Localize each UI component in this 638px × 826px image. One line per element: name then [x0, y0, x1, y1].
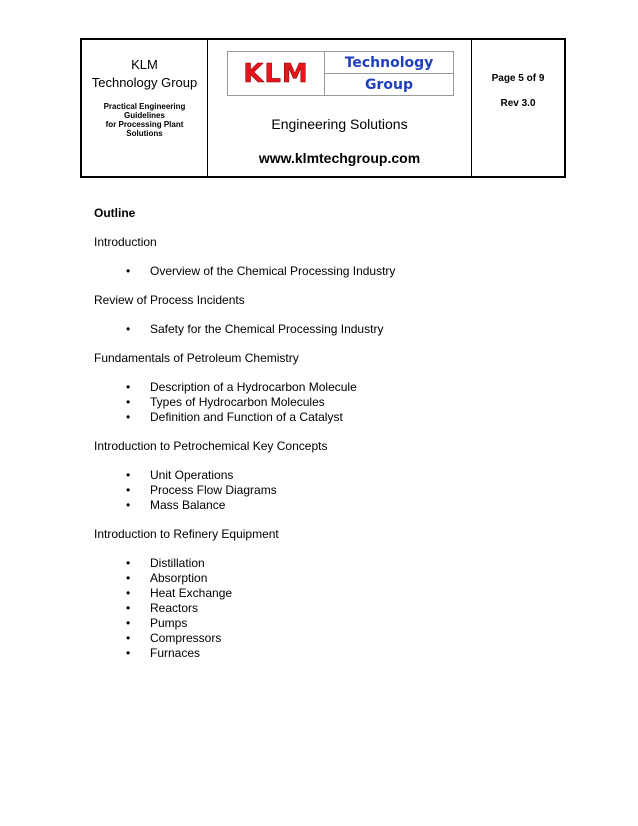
logo-technology-text: Technology	[325, 52, 453, 74]
outline-section	[94, 235, 564, 279]
bullet-list	[94, 264, 564, 279]
header-company-cell	[82, 40, 208, 176]
outline-section	[94, 439, 564, 513]
header-page-cell	[472, 40, 564, 176]
logo-group-text: Group	[364, 76, 413, 93]
list-item: • Description of a Hydrocarbon Molecule	[126, 380, 564, 395]
section-title: Introduction to Refinery Equipment	[94, 527, 279, 541]
list-item: • Compressors	[126, 631, 564, 646]
document-header	[80, 38, 566, 178]
list-item: • Safety for the Chemical Processing Industry	[126, 322, 564, 337]
guide-line-3: for Processing Plant	[105, 120, 184, 129]
guideline-subtitle	[82, 102, 207, 138]
list-item: • Definition and Function of a Catalyst	[126, 410, 564, 425]
header-center-cell	[208, 40, 472, 176]
list-item: • Heat Exchange	[126, 586, 564, 601]
list-item: • Pumps	[126, 616, 564, 631]
logo-right-block	[325, 52, 453, 95]
section-title: Introduction	[94, 235, 157, 249]
company-name	[82, 56, 207, 92]
list-item: • Distillation	[126, 556, 564, 571]
list-item: • Types of Hydrocarbon Molecules	[126, 395, 564, 410]
outline-title: Outline	[94, 206, 136, 220]
list-item: • Absorption	[126, 571, 564, 586]
klm-logo	[227, 51, 454, 96]
bullet-list	[94, 322, 564, 337]
section-title: Fundamentals of Petroleum Chemistry	[94, 351, 299, 365]
list-item: • Mass Balance	[126, 498, 564, 513]
bullet-list	[94, 556, 564, 661]
outline-section	[94, 351, 564, 425]
bullet-list	[94, 380, 564, 425]
list-item: • Furnaces	[126, 646, 564, 661]
section-title: Review of Process Incidents	[94, 293, 245, 307]
company-line-2: Technology Group	[91, 75, 198, 90]
list-item: • Unit Operations	[126, 468, 564, 483]
list-item: • Process Flow Diagrams	[126, 483, 564, 498]
page-number: Page 5 of 9	[491, 73, 545, 84]
logo-klm-text: KLM	[228, 52, 325, 95]
company-line-1: KLM	[131, 57, 158, 72]
section-title: Introduction to Petrochemical Key Concepts	[94, 439, 328, 453]
revision-number: Rev 3.0	[500, 98, 536, 109]
list-item: • Overview of the Chemical Processing Industry	[126, 264, 564, 279]
website-address: www.klmtechgroup.com	[258, 150, 421, 166]
guide-line-2: Guidelines	[124, 111, 165, 120]
guide-line-1: Practical Engineering	[103, 102, 186, 111]
bullet-list	[94, 468, 564, 513]
engineering-solutions: Engineering Solutions	[271, 116, 408, 132]
guide-line-4: Solutions	[126, 129, 163, 138]
outline-content	[94, 206, 564, 675]
list-item: • Reactors	[126, 601, 564, 616]
outline-section	[94, 527, 564, 661]
outline-section	[94, 293, 564, 337]
